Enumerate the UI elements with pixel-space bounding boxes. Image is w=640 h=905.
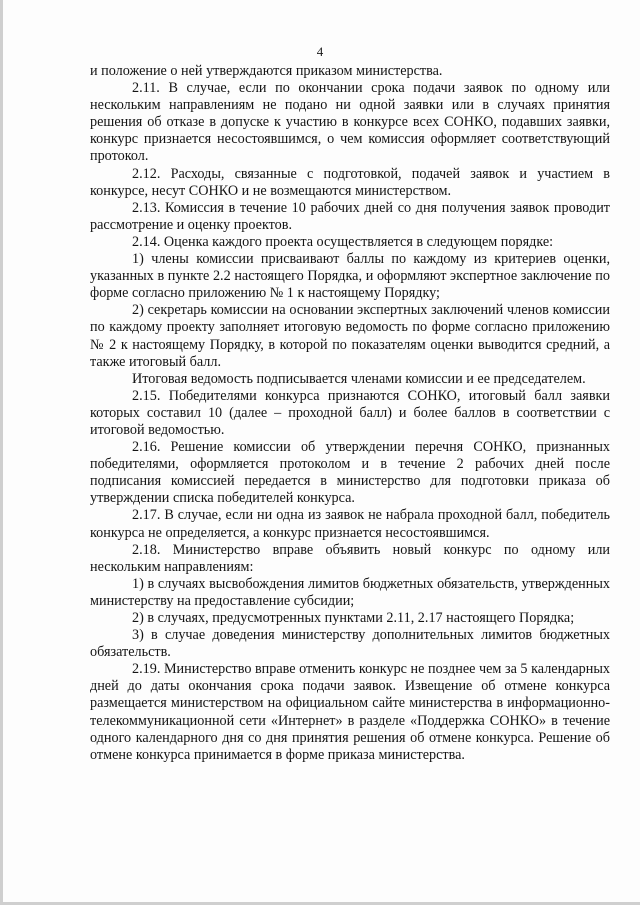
document-body (90, 63, 610, 764)
paragraph-2-14: 2.14. Оценка каждого проекта осуществляется в следующем порядке: (132, 233, 554, 250)
paragraph-2-18-item-3: 3) в случае доведения министерству дополнительных лимитов бюджетных обязательств. (90, 627, 610, 661)
paragraph-2-14-item-2: 2) секретарь комиссии на основании экспертных заключений членов комиссии по каждому проекту заполняет итоговую ведомость по форме согласно приложению № 2 к настоящему Порядку, в которой по показателям оценки выводится средний, а также итоговый балл. (90, 302, 610, 370)
paragraph-2-19: 2.19. Министерство вправе отменить конкурс не позднее чем за 5 календарных дней до даты окончания срока подачи заявок. Извещение об отмене конкурса размещается министерством на официальном сайте министерства в информационно-телекоммуникационной сети «Интернет» в разделе «Поддержка СОНКО» в течение одного календарного дня со дня принятия решения об отмене конкурса. Решение об отмене конкурса принимается в форме приказа министерства. (90, 661, 610, 763)
paragraph-2-12: 2.12. Расходы, связанные с подготовкой, подачей заявок и участием в конкурсе, несут СОНКО и не возмещаются министерством. (90, 165, 610, 199)
paragraph-2-18-item-1: 1) в случаях высвобождения лимитов бюджетных обязательств, утвержденных министерству на предоставление субсидии; (90, 575, 610, 609)
paragraph-2-11: 2.11. В случае, если по окончании срока подачи заявок по одному или нескольким направлениям не подано ни одной заявки или в случаях принятия решения об отказе в допуске к участию в конкурсе всех СОНКО, подавших заявки, конкурс признается несостоявшимся, о чем комиссия оформляет соответствующий протокол. (90, 80, 610, 165)
scan-left-edge (0, 0, 3, 905)
paragraph-continuation: и положение о ней утверждаются приказом министерства. (90, 63, 443, 79)
paragraph-2-16: 2.16. Решение комиссии об утверждении перечня СОНКО, признанных победителями, оформляется протоколом и в течение 2 рабочих дней после подписания комиссией передается в министерство для подготовки приказа об утверждении списка победителей конкурса. (90, 439, 610, 507)
paragraph-2-18: 2.18. Министерство вправе объявить новый конкурс по одному или нескольким направлениям: (90, 541, 610, 575)
paragraph-2-17: 2.17. В случае, если ни одна из заявок не набрала проходной балл, победитель конкурса не определяется, а конкурс признается несостоявшимся. (90, 507, 610, 541)
paragraph-2-14-item-1: 1) члены комиссии присваивают баллы по каждому из критериев оценки, указанных в пункте 2.2 настоящего Порядка, и оформляют экспертное заключение по форме согласно приложению № 1 к настоящему Порядку; (90, 251, 610, 302)
paragraph-2-15: 2.15. Победителями конкурса признаются СОНКО, итоговый балл заявки которых составил 10 (далее – проходной балл) и более баллов в соответствии с итоговой ведомостью. (90, 387, 610, 438)
paragraph-2-18-item-2: 2) в случаях, предусмотренных пунктами 2.11, 2.17 настоящего Порядка; (132, 610, 575, 626)
paragraph-2-14-signature: Итоговая ведомость подписывается членами комиссии и ее председателем. (132, 370, 586, 387)
page-number: 4 (316, 44, 324, 59)
paragraph-2-13: 2.13. Комиссия в течение 10 рабочих дней со дня получения заявок проводит рассмотрение и оценку проектов. (90, 199, 610, 233)
